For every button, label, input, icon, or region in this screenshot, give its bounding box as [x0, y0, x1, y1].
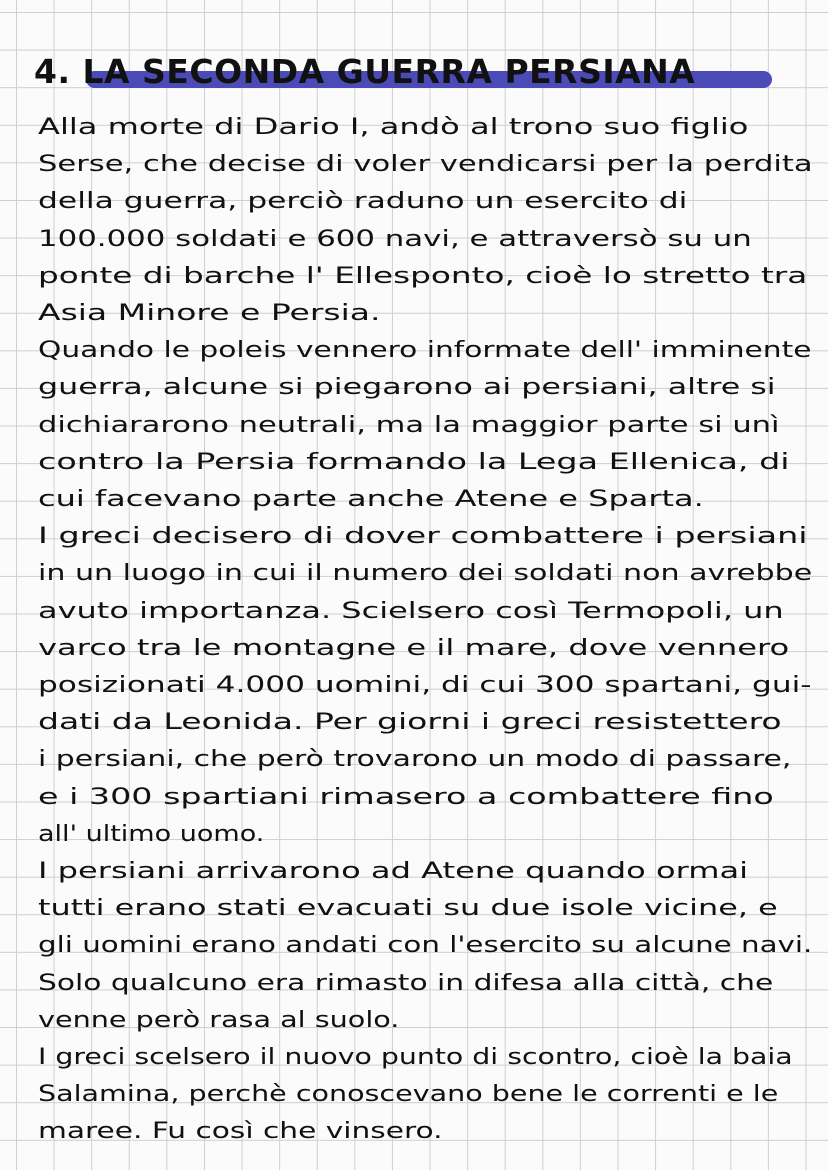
text-line: Solo qualcuno era rimasto in difesa alla città, che	[38, 970, 774, 996]
text-line: Asia Minore e Persia.	[38, 301, 381, 326]
title-text: 4. LA SECONDA GUERRA PERSIANA	[34, 52, 696, 91]
text-line: Salamina, perchè conoscevano bene le correnti e le	[38, 1082, 779, 1108]
text-line: della guerra, perciò raduno un esercito di	[38, 189, 688, 215]
text-line: e i 300 spartiani rimasero a combattere fino	[38, 784, 774, 810]
text-line: I persiani arrivarono ad Atene quando ormai	[38, 859, 749, 884]
text-line: dichiararono neutrali, ma la maggior parte si unì	[38, 412, 780, 438]
text-line: maree. Fu così che vinsero.	[38, 1119, 443, 1145]
text-line: dati da Leonida. Per giorni i greci resistettero	[38, 710, 782, 736]
text-line: Serse, che decise di voler vendicarsi per la perdita	[38, 152, 813, 178]
text-line: 100.000 soldati e 600 navi, e attraversò su un	[38, 226, 752, 252]
text-line: cui facevano parte anche Atene e Sparta.	[38, 487, 704, 512]
text-line: Quando le poleis vennero informate dell' imminente	[38, 338, 812, 364]
text-line: guerra, alcune si piegarono ai persiani, altre si	[38, 375, 776, 401]
text-line: all' ultimo uomo.	[38, 821, 265, 847]
text-line: tutti erano stati evacuati su due isole vicine, e	[38, 896, 778, 922]
text-line: I greci decisero di dover combattere i persiani	[38, 524, 808, 550]
text-line: i persiani, che però trovarono un modo di passare,	[38, 747, 792, 773]
text-line: avuto importanza. Scielsero così Termopoli, un	[38, 598, 784, 624]
text-line: in un luogo in cui il numero dei soldati non avrebbe	[38, 561, 813, 587]
text-line: contro la Persia formando la Lega Ellenica, di	[38, 449, 790, 475]
text-line: varco tra le montagne e il mare, dove vennero	[38, 635, 790, 661]
text-line: posizionati 4.000 uomini, di cui 300 spartani, gui-	[38, 673, 812, 698]
text-line: ponte di barche l' Ellesponto, cioè lo stretto tra	[38, 263, 808, 289]
text-line: Alla morte di Dario I, andò al trono suo figlio	[38, 115, 749, 140]
text-line: gli uomini erano andati con l'esercito su alcune navi.	[38, 933, 813, 959]
text-line: I greci scelsero il nuovo punto di scontro, cioè la baia	[38, 1045, 793, 1070]
text-line: venne però rasa al suolo.	[38, 1007, 400, 1033]
